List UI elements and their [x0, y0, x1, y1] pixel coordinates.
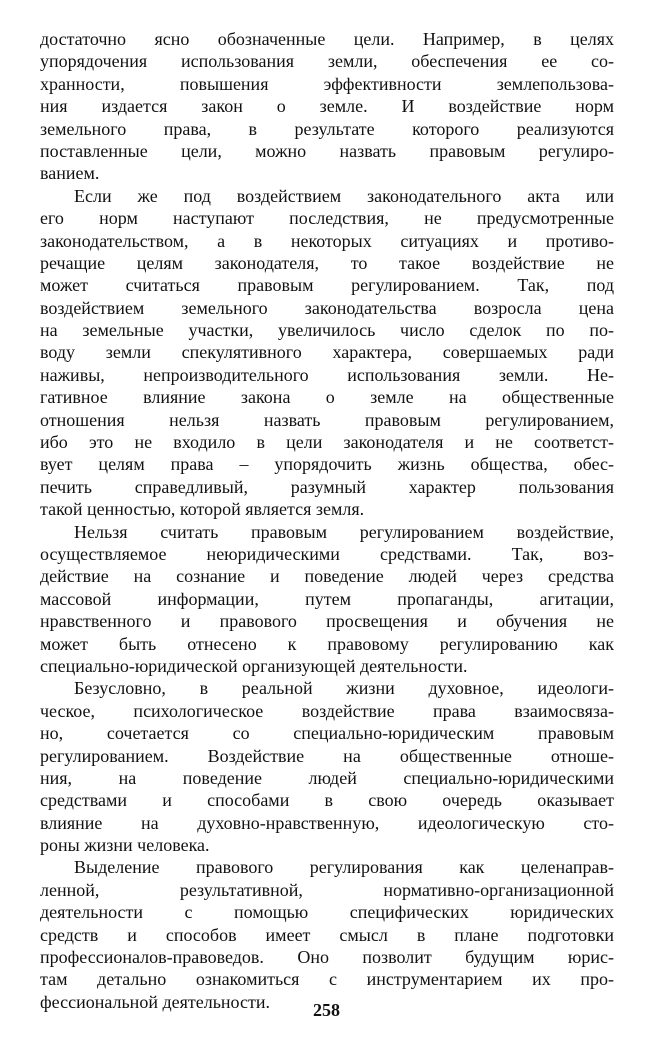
text-line: такой ценностью, которой является земля. [40, 499, 365, 520]
text-line: поставленные цели, можно назвать правовым регулиро- [40, 140, 614, 161]
text-line: речащие целям законодателя, то такое воздействие не [40, 252, 614, 273]
text-line: массовой информации, путем пропаганды, агитации, [40, 588, 614, 609]
text-line: ния издается закон о земле. И воздействие норм [40, 96, 614, 117]
text-line: осуществляемое неюридическими средствами. Так, воз- [40, 543, 614, 564]
text-line: средствами и способами в свою очередь оказывает [40, 790, 614, 811]
text-line: ленной, результативной, нормативно-организационной [40, 879, 614, 900]
text-line: ния, на поведение людей специально-юридическими [40, 767, 614, 788]
text-line: воздействием земельного законодательства возросла цена [40, 297, 614, 318]
page-text [40, 28, 614, 1013]
text-line: ческое, психологическое воздействие права взаимосвяза- [40, 700, 614, 721]
paragraph [40, 677, 614, 856]
text-line: вует целям права – упорядочить жизнь общества, обес- [40, 454, 614, 475]
text-line: влияние на духовно-нравственную, идеологическую сто- [40, 812, 614, 833]
text-line: нравственного и правового просвещения и обучения не [40, 611, 614, 632]
paragraph [40, 28, 614, 185]
text-line: упорядочения использования земли, обеспечения ее со- [40, 51, 614, 72]
text-line: специально-юридической организующей деятельности. [40, 655, 468, 676]
text-line: отношения нельзя назвать правовым регулированием, [40, 409, 614, 430]
text-line: законодательством, а в некоторых ситуациях и противо- [40, 230, 614, 251]
text-line: профессионалов-правоведов. Оно позволит будущим юрис- [40, 947, 614, 968]
text-line: наживы, непроизводительного использования земли. Не- [40, 364, 614, 385]
text-line: но, сочетается со специально-юридическим правовым [40, 723, 614, 744]
text-line: деятельности с помощью специфических юридических [40, 902, 614, 923]
text-line: Нельзя считать правовым регулированием воздействие, [74, 521, 614, 542]
text-line: печить справедливый, разумный характер пользования [40, 476, 614, 497]
text-line: земельного права, в результате которого реализуются [40, 118, 614, 139]
text-line: может считаться правовым регулированием. Так, под [40, 275, 614, 296]
text-line: средств и способов имеет смысл в плане подготовки [40, 924, 614, 945]
page-number: 258 [313, 1000, 340, 1020]
paragraph [40, 521, 614, 678]
text-line: роны жизни человека. [40, 835, 210, 856]
text-line: ванием. [40, 163, 100, 184]
paragraph [40, 185, 614, 521]
text-line: хранности, повышения эффективности землепользова- [40, 73, 614, 94]
text-line: Если же под воздействием законодательного акта или [74, 185, 614, 206]
text-line: может быть отнесено к правовому регулированию как [40, 633, 614, 654]
text-line: фессиональной деятельности. [40, 991, 270, 1012]
paragraph [40, 856, 614, 1013]
text-line: ибо это не входило в цели законодателя и не соответст- [40, 432, 614, 453]
text-line: регулированием. Воздействие на общественные отноше- [40, 745, 614, 766]
text-line: воду земли спекулятивного характера, совершаемых ради [40, 342, 614, 363]
text-line: достаточно ясно обозначенные цели. Например, в целях [40, 29, 614, 49]
text-line: на земельные участки, увеличилось число сделок по по- [40, 320, 614, 341]
text-line: действие на сознание и поведение людей через средства [40, 566, 614, 587]
text-line: гативное влияние закона о земле на общественные [40, 387, 614, 408]
text-line: Безусловно, в реальной жизни духовное, идеологи- [74, 678, 614, 699]
text-line: Выделение правового регулирования как целенаправ- [74, 857, 614, 878]
text-line: там детально ознакомиться с инструментарием их про- [40, 969, 614, 990]
text-line: его норм наступают последствия, не предусмотренные [40, 208, 614, 229]
